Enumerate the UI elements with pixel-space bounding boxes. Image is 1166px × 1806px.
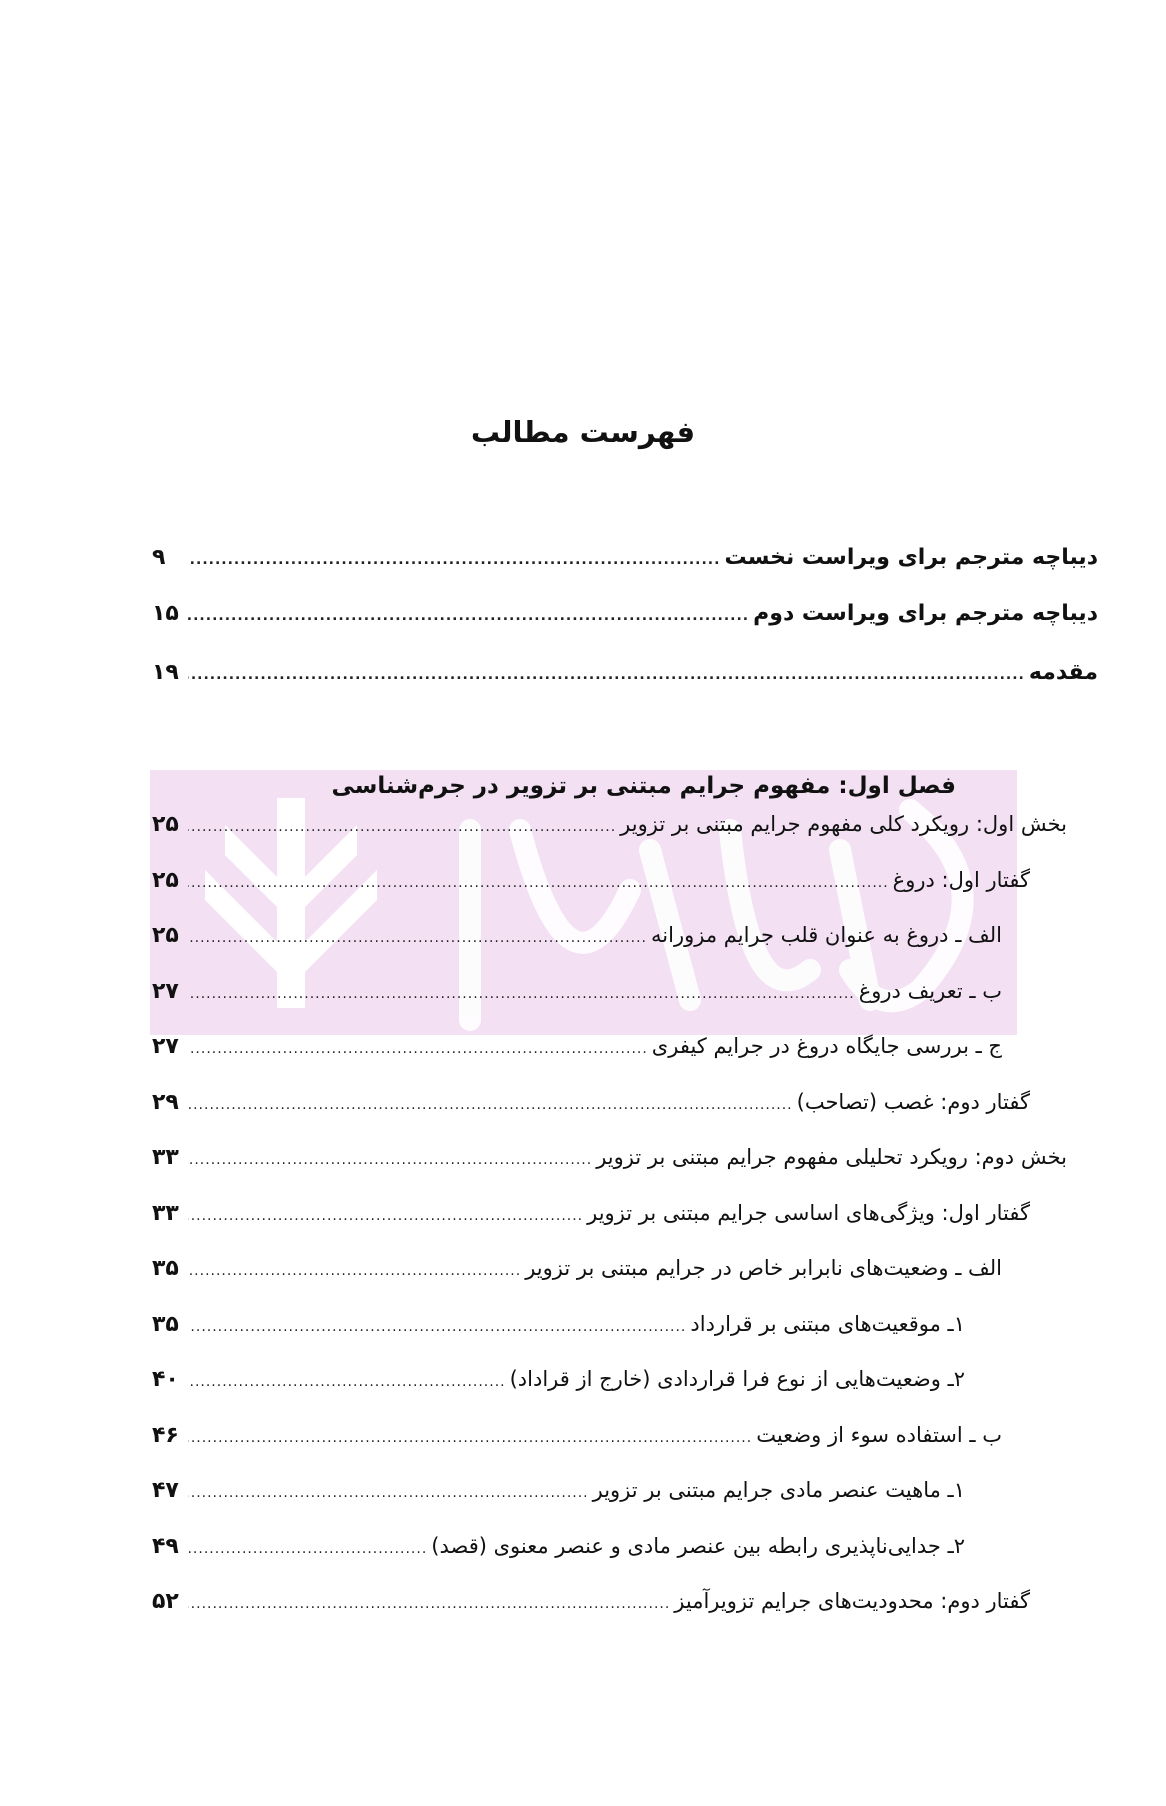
toc-page-number: ۹ <box>152 545 166 570</box>
toc-page-number: ۱۵ <box>152 601 179 626</box>
toc-label: ۲ـ وضعیت‌هایی از نوع فرا قراردادی (خارج از قراداد) <box>509 1367 965 1391</box>
leader-dots <box>188 930 647 946</box>
toc-label: گفتار دوم: غصب (تصاحب) <box>796 1090 1030 1114</box>
toc-row[interactable] <box>152 1090 1030 1130</box>
leader-dots <box>188 1374 506 1390</box>
toc-page-number: ۲۹ <box>152 1090 179 1115</box>
leader-dots <box>188 1152 592 1168</box>
toc-row[interactable] <box>152 868 1030 908</box>
toc-row[interactable] <box>152 1534 965 1574</box>
toc-label: بخش اول: رویکرد کلی مفهوم جرایم مبتنی بر تزویر <box>620 812 1067 836</box>
page-title: فهرست مطالب <box>470 415 696 449</box>
toc-label: ج ـ بررسی جایگاه دروغ در جرایم کیفری <box>651 1034 1002 1058</box>
toc-row[interactable] <box>152 812 1067 852</box>
toc-row[interactable] <box>152 923 1002 963</box>
toc-page-number: ۲۷ <box>152 1034 179 1059</box>
toc-label: ب ـ استفاده سوء از وضعیت <box>756 1423 1002 1447</box>
toc-label: ب ـ تعریف دروغ <box>858 979 1002 1003</box>
leader-dots <box>188 819 616 835</box>
leader-dots <box>188 667 1025 683</box>
toc-row[interactable] <box>152 1145 1067 1185</box>
toc-page-number: ۳۵ <box>152 1312 179 1337</box>
toc-row[interactable] <box>152 545 1098 585</box>
toc-row[interactable] <box>152 979 1002 1019</box>
leader-dots <box>188 875 889 891</box>
toc-page-number: ۲۵ <box>152 923 179 948</box>
toc-label: بخش دوم: رویکرد تحلیلی مفهوم جرایم مبتنی بر تزویر <box>596 1145 1067 1169</box>
toc-row[interactable] <box>152 1478 965 1518</box>
toc-page-number: ۳۳ <box>152 1145 179 1170</box>
toc-page-number: ۵۲ <box>152 1589 179 1614</box>
toc-row[interactable] <box>152 1367 965 1407</box>
toc-label: ۱ـ موقعیت‌های مبتنی بر قرارداد <box>690 1312 965 1336</box>
toc-page-number: ۳۵ <box>152 1256 179 1281</box>
toc-label: گفتار دوم: محدودیت‌های جرایم تزویرآمیز <box>674 1589 1030 1613</box>
toc-row[interactable] <box>152 660 1098 700</box>
toc-row[interactable] <box>152 1423 1002 1463</box>
leader-dots <box>188 608 749 624</box>
toc-label: ۱ـ ماهیت عنصر مادی جرایم مبتنی بر تزویر <box>592 1478 965 1502</box>
toc-page-number: ۲۷ <box>152 979 179 1004</box>
leader-dots <box>188 1541 427 1557</box>
leader-dots <box>188 552 720 568</box>
toc-row[interactable] <box>152 1589 1030 1629</box>
toc-row[interactable] <box>152 1201 1030 1241</box>
toc-page-number: ۴۰ <box>152 1367 179 1392</box>
toc-label: مقدمه <box>1028 660 1098 685</box>
toc-page-number: ۲۵ <box>152 812 179 837</box>
toc-label: الف ـ دروغ به عنوان قلب جرایم مزورانه <box>651 923 1002 947</box>
chapter-heading: فصل اول: مفهوم جرایم مبتنی بر تزویر در جرم‌شناسی <box>331 773 956 799</box>
toc-label: دیباچه مترجم برای ویراست دوم <box>753 601 1098 626</box>
toc-label: گفتار اول: دروغ <box>892 868 1030 892</box>
leader-dots <box>188 1097 793 1113</box>
toc-label: گفتار اول: ویژگی‌های اساسی جرایم مبتنی بر تزویر <box>587 1201 1030 1225</box>
leader-dots <box>188 1208 583 1224</box>
leader-dots <box>188 1263 521 1279</box>
leader-dots <box>188 1041 648 1057</box>
toc-page-number: ۲۵ <box>152 868 179 893</box>
toc-label: ۲ـ جدایی‌ناپذیری رابطه بین عنصر مادی و عنصر معنوی (قصد) <box>431 1534 965 1558</box>
toc-row[interactable] <box>152 1312 965 1352</box>
leader-dots <box>188 986 855 1002</box>
leader-dots <box>188 1485 589 1501</box>
toc-page-number: ۳۳ <box>152 1201 179 1226</box>
toc-page-number: ۴۷ <box>152 1478 179 1503</box>
leader-dots <box>188 1596 670 1612</box>
toc-page-number: ۴۹ <box>152 1534 179 1559</box>
toc-row[interactable] <box>152 1034 1002 1074</box>
toc-row[interactable] <box>152 601 1098 641</box>
toc-page-number: ۱۹ <box>152 660 179 685</box>
toc-page-number: ۴۶ <box>152 1423 179 1448</box>
leader-dots <box>188 1430 752 1446</box>
toc-row[interactable] <box>152 1256 1002 1296</box>
leader-dots <box>188 1319 686 1335</box>
toc-label: دیباچه مترجم برای ویراست نخست <box>724 545 1098 570</box>
toc-label: الف ـ وضعیت‌های نابرابر خاص در جرایم مبتنی بر تزویر <box>525 1256 1002 1280</box>
